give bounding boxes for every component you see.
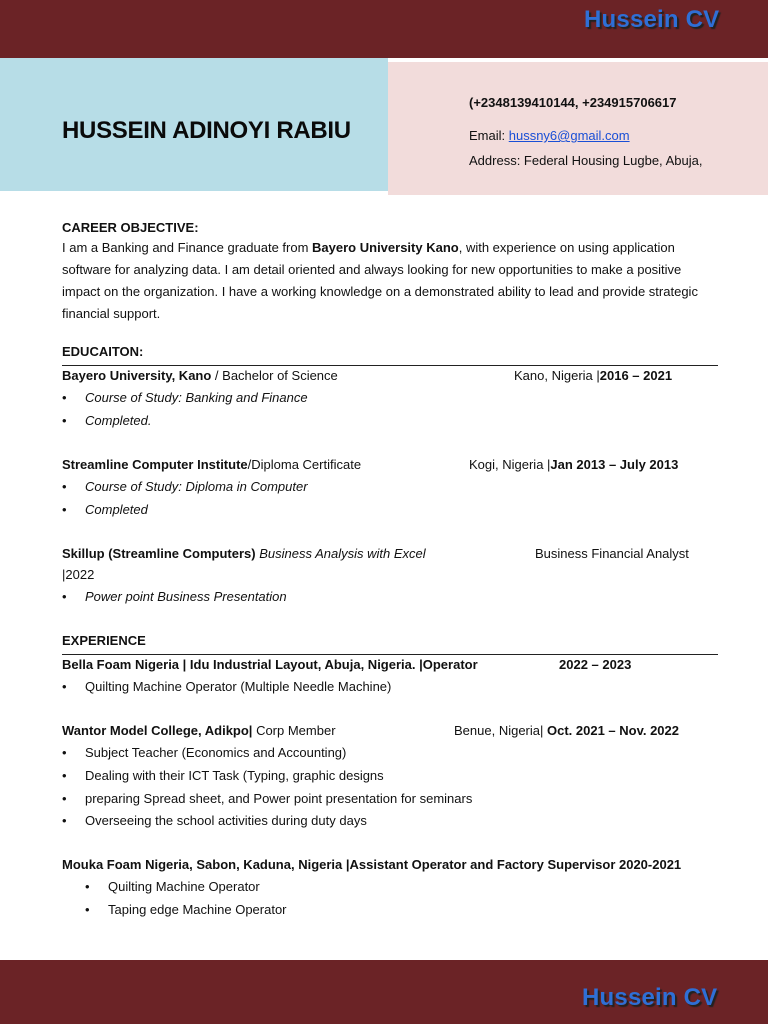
education-item-2 — [62, 457, 361, 472]
location: Kogi, Nigeria | — [469, 457, 551, 472]
objective-university: Bayero University Kano — [312, 240, 459, 255]
education-item-3-dates: |2022 — [62, 567, 95, 582]
experience-rule — [62, 654, 718, 655]
objective-text — [62, 237, 722, 325]
experience-item-2 — [62, 723, 336, 738]
education-item-3-role: Business Financial Analyst — [535, 546, 689, 561]
education-rule — [62, 365, 718, 366]
school-name: Bayero University, Kano — [62, 368, 212, 383]
location: Kano, Nigeria | — [514, 368, 600, 383]
objective-text-part2: , with experience on using application software for analyzing data. I am detail oriented and always looking for new opportunities to make a positive impact on the organization. I have a working knowledge on a demonstrated ability to lead and provide strategic financial support. — [62, 240, 698, 321]
email-link[interactable]: hussny6@gmail.com — [508, 128, 630, 143]
objective-title: CAREER OBJECTIVE: — [62, 220, 199, 235]
role: Corp Member — [252, 723, 336, 738]
address-line: Address: Federal Housing Lugbe, Abuja, — [469, 153, 703, 168]
phone-numbers: (+2348139410144, +234915706617 — [469, 95, 677, 110]
dates: 2016 – 2021 — [599, 368, 673, 383]
email-line — [469, 128, 630, 143]
degree: / Bachelor of Science — [211, 368, 338, 383]
footer-cv-mark: Hussein CV — [582, 984, 718, 1011]
education-item-1 — [62, 368, 338, 383]
dates: Oct. 2021 – Nov. 2022 — [543, 723, 679, 738]
candidate-name: HUSSEIN ADINOYI RABIU — [62, 117, 351, 144]
education-item-2-meta — [469, 457, 678, 472]
objective-text-part1: I am a Banking and Finance graduate from — [62, 240, 313, 255]
experience-item-1: Bella Foam Nigeria | Idu Industrial Layout, Abuja, Nigeria. |Operator — [62, 657, 478, 672]
experience-item-1-dates: 2022 – 2023 — [559, 657, 632, 672]
school-name: Skillup (Streamline Computers) — [62, 546, 256, 561]
course: Business Analysis with Excel — [259, 546, 426, 561]
location: Benue, Nigeria| — [454, 723, 544, 738]
education-item-1-meta — [514, 368, 672, 383]
org-name: Wantor Model College, Adikpo| — [62, 723, 253, 738]
header-cv-mark: Hussein CV — [584, 6, 720, 33]
school-name: Streamline Computer Institute — [62, 457, 248, 472]
email-label: Email: — [469, 128, 509, 143]
experience-item-3: Mouka Foam Nigeria, Sabon, Kaduna, Nigeria |Assistant Operator and Factory Supervisor 2020-2021 — [62, 857, 682, 872]
experience-item-2-meta — [454, 723, 679, 738]
education-title: EDUCAITON: — [62, 344, 144, 359]
degree: /Diploma Certificate — [247, 457, 362, 472]
education-item-3 — [62, 546, 426, 561]
experience-title: EXPERIENCE — [62, 633, 146, 648]
dates: Jan 2013 – July 2013 — [550, 457, 679, 472]
